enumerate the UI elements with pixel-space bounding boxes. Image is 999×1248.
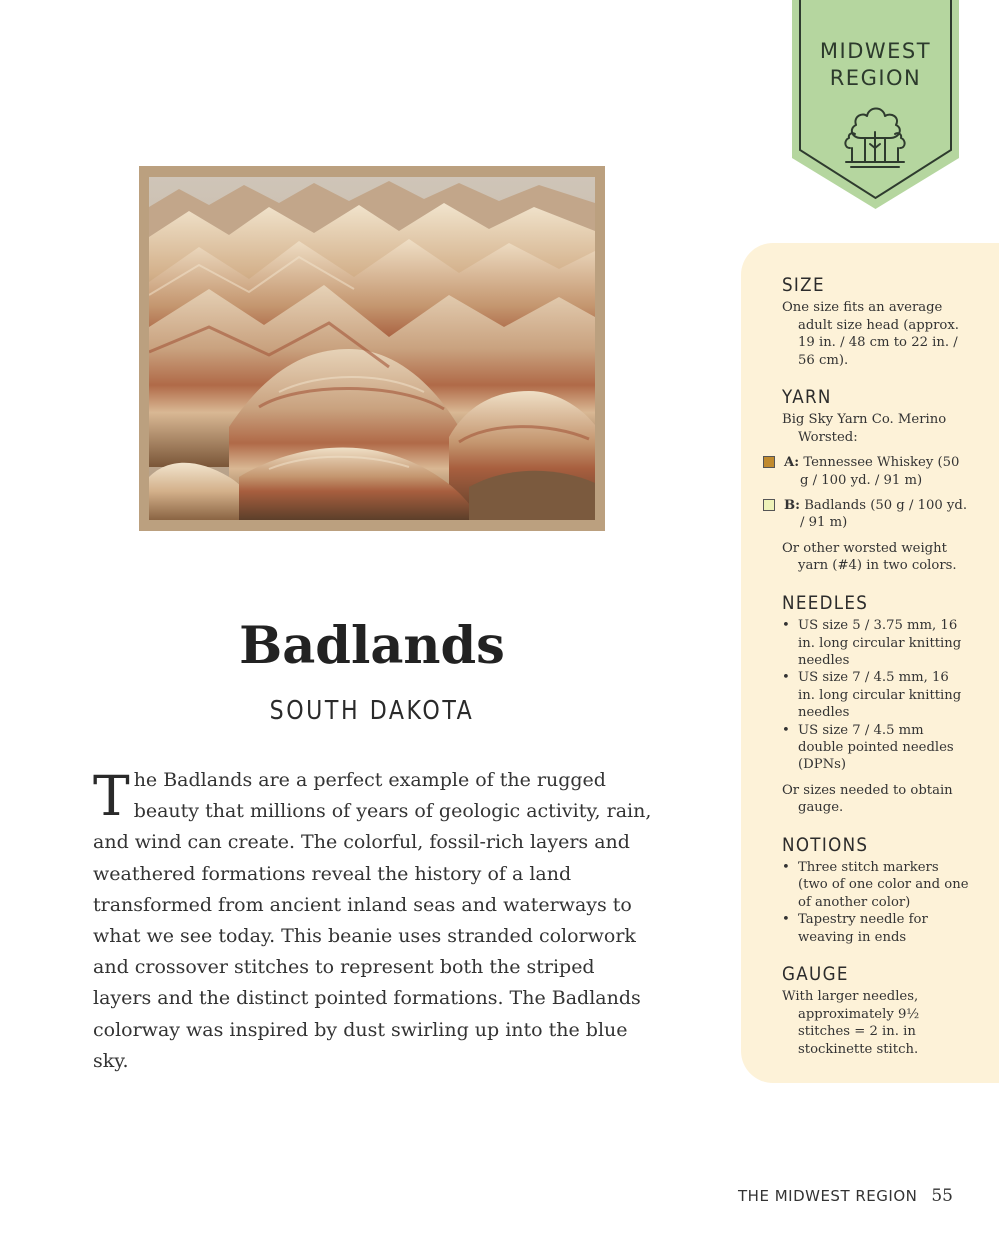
- needles-heading: NEEDLES: [782, 591, 869, 614]
- list-item: • Three stitch markers (two of one color and one of another color): [782, 859, 969, 911]
- needles-list: [782, 617, 969, 774]
- yarn-brand: Big Sky Yarn Co. Merino Worsted:: [782, 412, 947, 445]
- size-text: One size fits an average adult size head (approx. 19 in. / 48 cm to 22 in. / 56 cm).: [782, 300, 959, 368]
- photo-frame: [139, 166, 605, 531]
- yarn-color-a: [782, 454, 969, 489]
- page-footer: [738, 1186, 953, 1206]
- page-subtitle: SOUTH DAKOTA: [269, 696, 475, 726]
- footer-section-title: THE MIDWEST REGION: [738, 1187, 918, 1205]
- list-item: • Tapestry needle for weaving in ends: [782, 911, 969, 946]
- notions-heading: NOTIONS: [782, 833, 869, 856]
- yarn-swatch-b: [763, 499, 775, 511]
- intro-paragraph: [93, 765, 653, 1077]
- yarn-heading: YARN: [782, 386, 832, 409]
- region-banner-line2: REGION: [829, 66, 922, 90]
- yarn-color-b-text: Badlands (50 g / 100 yd. / 91 m): [800, 498, 968, 531]
- badlands-landscape-photo: [149, 177, 595, 520]
- yarn-swatch-a: [763, 456, 775, 468]
- needles-alt: Or sizes needed to obtain gauge.: [782, 782, 953, 816]
- page-title: Badlands: [239, 616, 505, 676]
- notions-list: [782, 859, 969, 946]
- yarn-color-b: [782, 497, 969, 532]
- gauge-text: With larger needles, approximately 9½ stitches = 2 in. in stockinette stitch.: [782, 989, 920, 1057]
- region-banner-line1: MIDWEST: [819, 39, 932, 63]
- yarn-color-a-text: Tennessee Whiskey (50 g / 100 yd. / 91 m): [800, 455, 960, 488]
- trees-icon: [843, 104, 907, 170]
- list-item: • US size 5 / 3.75 mm, 16 in. long circular knitting needles: [782, 617, 969, 669]
- pattern-details-sidebar: [741, 243, 999, 1083]
- yarn-color-a-label: A:: [784, 455, 800, 471]
- gauge-heading: GAUGE: [782, 963, 849, 985]
- yarn-alt: Or other worsted weight yarn (#4) in two colors.: [782, 540, 957, 574]
- size-heading: SIZE: [782, 274, 825, 296]
- page-number: 55: [931, 1186, 953, 1206]
- list-item: • US size 7 / 4.5 mm, 16 in. long circular knitting needles: [782, 669, 969, 721]
- region-banner-label: [792, 38, 959, 92]
- intro-text: he Badlands are a perfect example of the rugged beauty that millions of years of geologic activity, rain, and wind can create. The colorful, fossil-rich layers and weathered formations reveal the history of a land transformed from ancient inland seas and waterways to what we see today. This beanie uses stranded colorwork and crossover stitches to represent both the striped layers and the distinct pointed formations. The Badlands colorway was inspired by dust swirling up into the blue sky.: [93, 769, 652, 1072]
- list-item: • US size 7 / 4.5 mm double pointed needles (DPNs): [782, 722, 969, 774]
- yarn-color-b-label: B:: [784, 498, 801, 514]
- drop-cap: T: [93, 764, 130, 828]
